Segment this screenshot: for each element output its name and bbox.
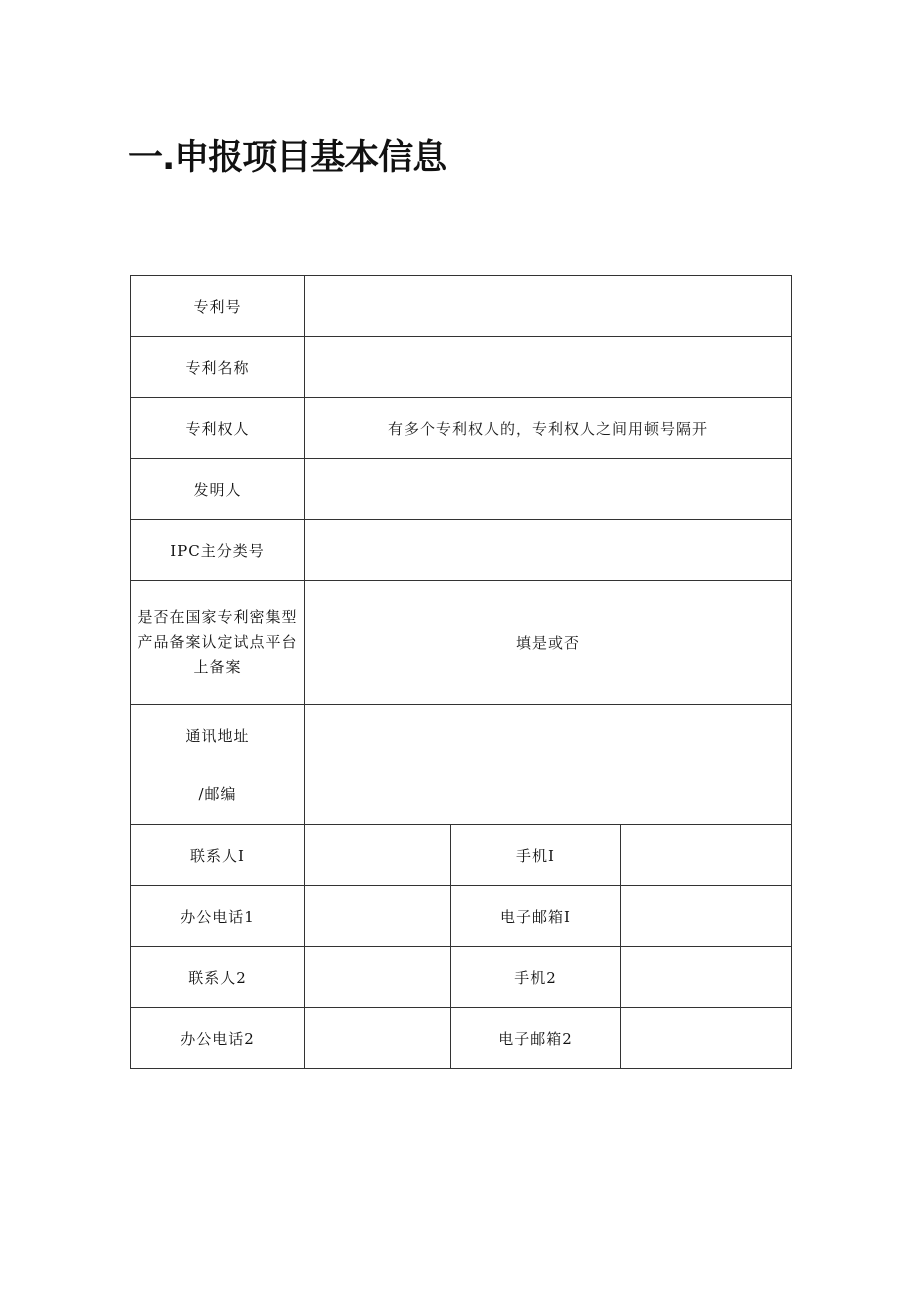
address-field[interactable] (305, 705, 792, 825)
patent-number-field[interactable] (305, 276, 792, 337)
address-row (131, 705, 792, 825)
mobile-label: 手机I (451, 825, 621, 886)
address-label-line: 通讯地址 (185, 727, 250, 745)
address-label (131, 705, 305, 825)
mobile-label: 手机2 (451, 947, 621, 1008)
office-phone-field[interactable] (305, 1008, 451, 1069)
contact-field[interactable] (305, 947, 451, 1008)
patentee-row (131, 398, 792, 459)
contact-field[interactable] (305, 825, 451, 886)
patentee-label: 专利权人 (131, 398, 305, 459)
project-info-table (130, 275, 792, 1069)
filing-field[interactable]: 填是或否 (305, 581, 792, 705)
patent-name-field[interactable] (305, 337, 792, 398)
filing-row (131, 581, 792, 705)
office-phone-label: 办公电话1 (131, 886, 305, 947)
email-label: 电子邮箱I (451, 886, 621, 947)
contact-label: 联系人I (131, 825, 305, 886)
inventor-field[interactable] (305, 459, 792, 520)
mobile-field[interactable] (621, 825, 792, 886)
email-field[interactable] (621, 886, 792, 947)
inventor-label: 发明人 (131, 459, 305, 520)
contact-row (131, 947, 792, 1008)
email-field[interactable] (621, 1008, 792, 1069)
patent-number-row (131, 276, 792, 337)
contact-label: 联系人2 (131, 947, 305, 1008)
patent-name-row (131, 337, 792, 398)
patentee-field[interactable]: 有多个专利权人的，专利权人之间用顿号隔开 (305, 398, 792, 459)
ipc-row (131, 520, 792, 581)
ipc-field[interactable] (305, 520, 792, 581)
patent-number-label: 专利号 (131, 276, 305, 337)
ipc-label: IPC主分类号 (131, 520, 305, 581)
filing-label-line: 产品备案认定试点平台 (137, 633, 298, 651)
filing-label-line: 上备案 (193, 658, 242, 676)
office-phone-label: 办公电话2 (131, 1008, 305, 1069)
contact-row (131, 825, 792, 886)
contact-row (131, 886, 792, 947)
mobile-field[interactable] (621, 947, 792, 1008)
filing-label (131, 581, 305, 705)
inventor-row (131, 459, 792, 520)
contact-row (131, 1008, 792, 1069)
page-title: 一.申报项目基本信息 (128, 138, 447, 178)
postcode-label-line: /邮编 (198, 785, 237, 803)
office-phone-field[interactable] (305, 886, 451, 947)
filing-label-line: 是否在国家专利密集型 (137, 608, 298, 626)
patent-name-label: 专利名称 (131, 337, 305, 398)
email-label: 电子邮箱2 (451, 1008, 621, 1069)
